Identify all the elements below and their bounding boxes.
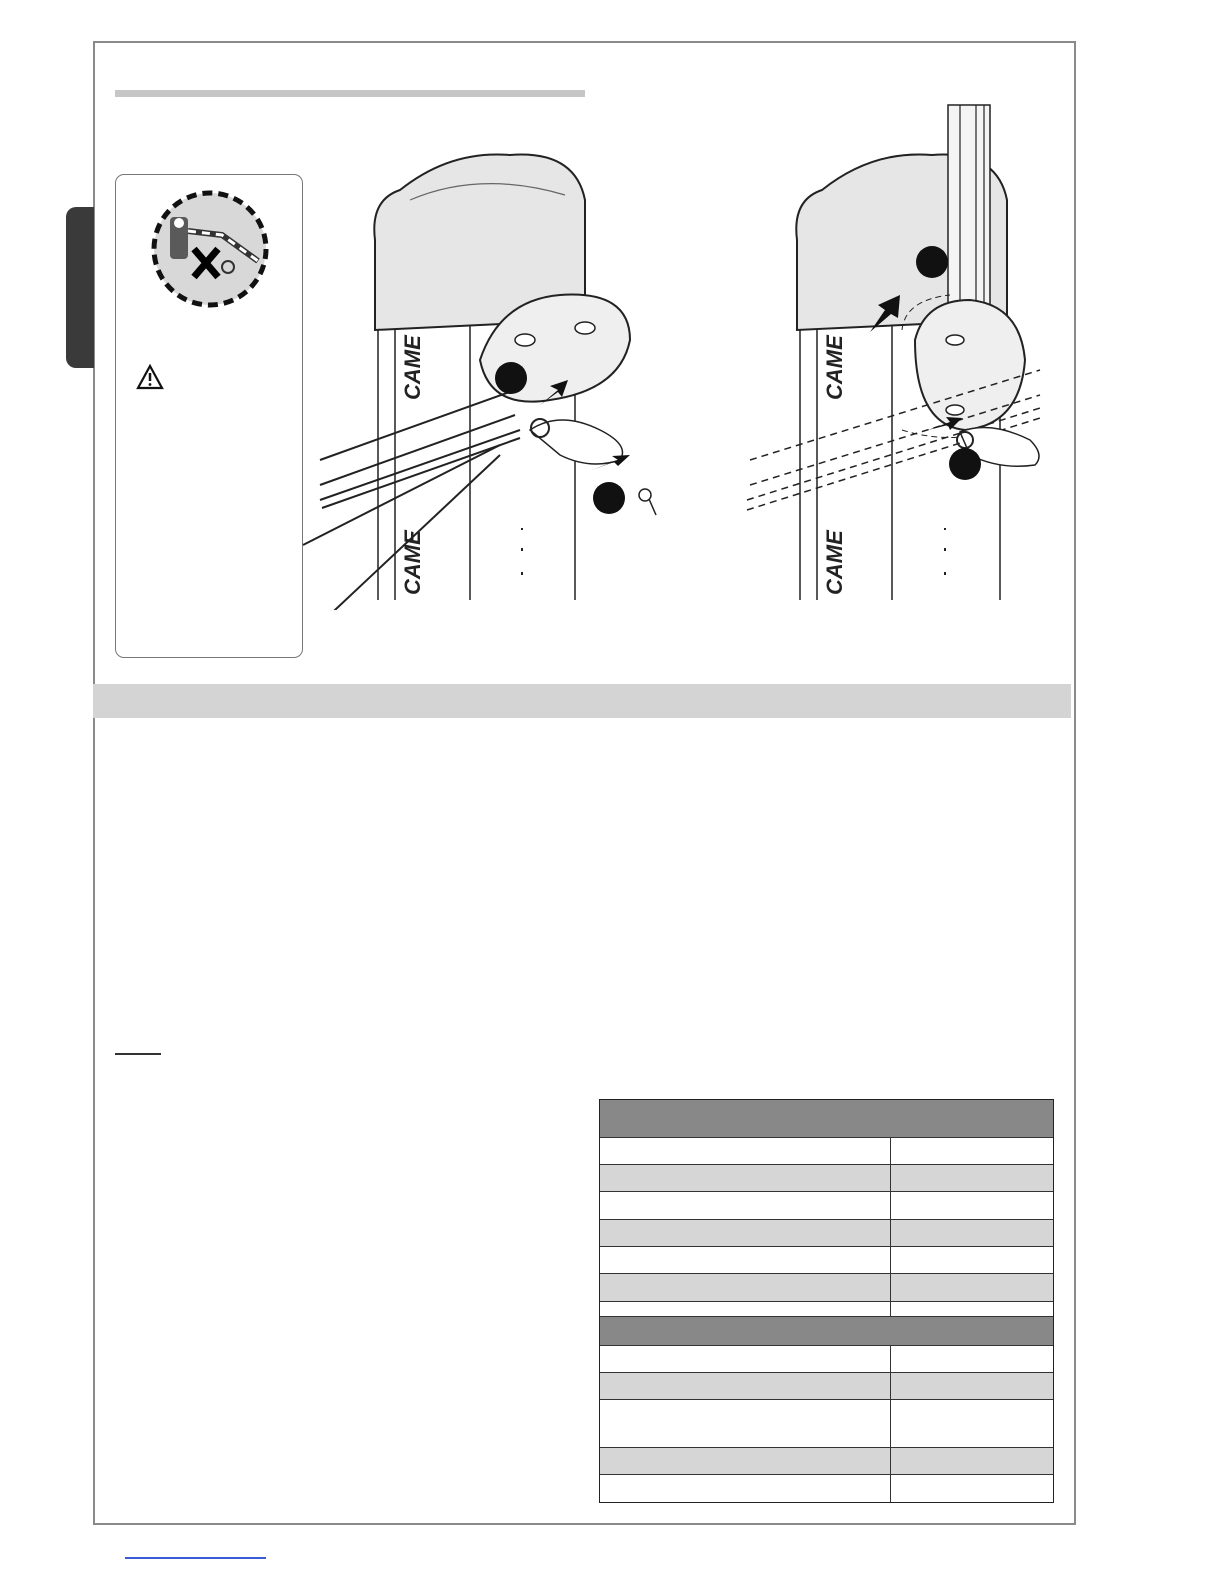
warning-triangle-icon [136,364,164,395]
language-side-tab [66,207,94,368]
table-row [600,1475,1053,1502]
section-title-rule [115,90,585,97]
table-row [600,1373,1053,1400]
no-barrier-key-release-icon [146,187,286,327]
step-marker [593,482,625,514]
technical-specs-table [599,1099,1054,1503]
step-marker [949,448,981,480]
step-marker [916,246,948,278]
note-underline [115,1053,161,1055]
left-barrier-view [303,154,656,610]
table-header-row [600,1100,1053,1138]
table-row [600,1274,1053,1302]
table-row [600,1247,1053,1274]
brand-mark: CAME [822,335,847,400]
table-row [600,1165,1053,1192]
brand-mark: CAME [400,335,425,400]
table-row [600,1138,1053,1165]
right-barrier-view [747,105,1040,600]
brand-mark: CAME [822,530,847,595]
brand-mark: CAME [400,530,425,595]
table-row [600,1192,1053,1220]
section-heading-band [93,684,1071,718]
footer-link-underline[interactable] [125,1557,266,1559]
table-row [600,1220,1053,1247]
table-row [600,1302,1053,1317]
table-row [600,1448,1053,1475]
step-marker [495,362,527,394]
table-row [600,1400,1053,1448]
warning-panel [115,174,303,658]
barrier-installation-illustration [300,100,1060,610]
table-header-row [600,1317,1053,1346]
table-row [600,1346,1053,1373]
